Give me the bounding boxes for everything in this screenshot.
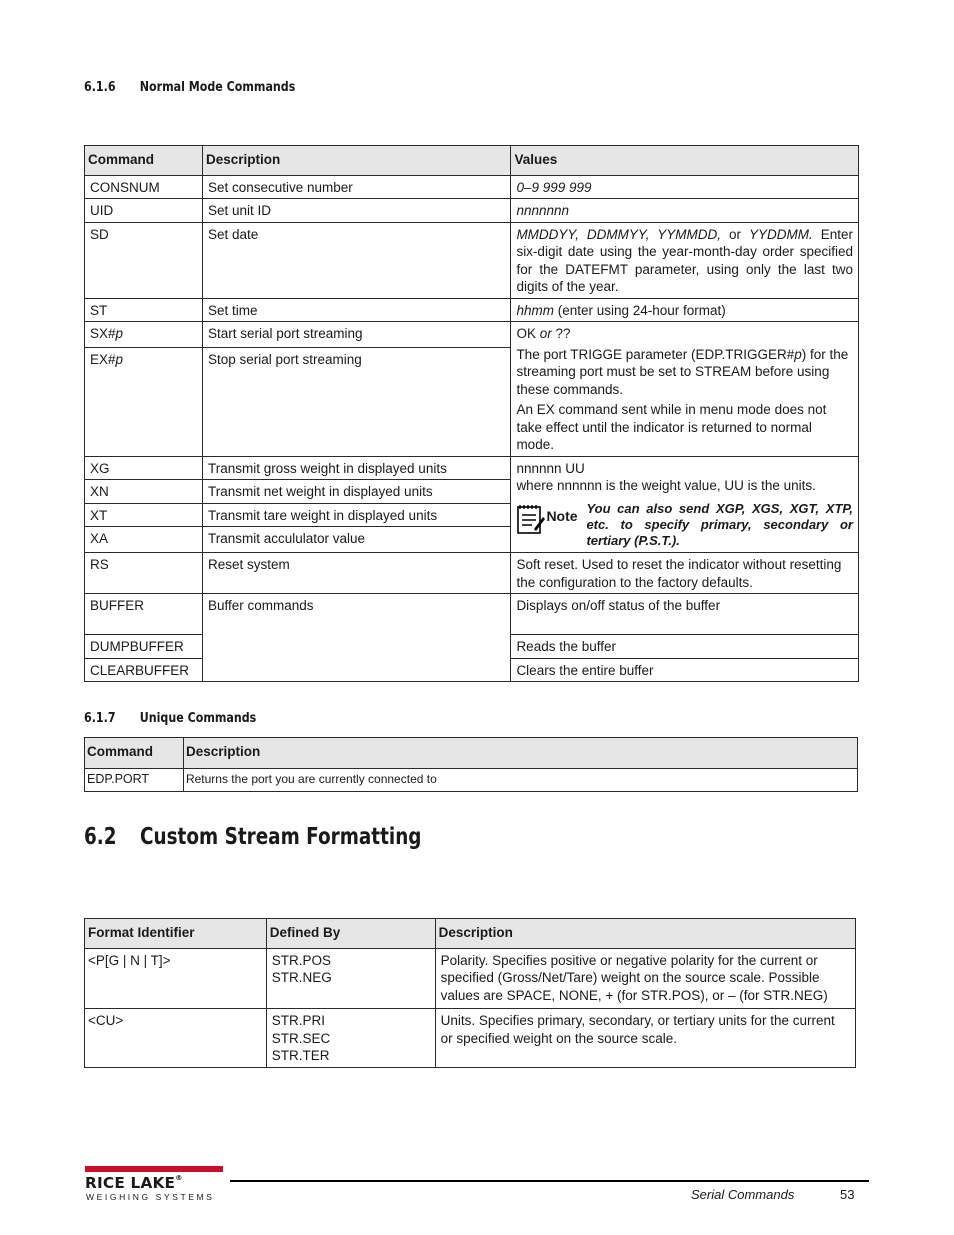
values-cell: 0–9 999 999	[511, 175, 859, 199]
description-cell: Set unit ID	[202, 199, 510, 223]
normal-mode-commands-table	[84, 145, 859, 682]
text-part: ) for the streaming port must be set to STREAM before using these commands.	[516, 346, 849, 397]
stream-response	[516, 325, 853, 343]
text-part: The port TRIGGE parameter (EDP.TRIGGER#	[516, 346, 795, 362]
command-cell: XT	[85, 503, 203, 527]
description-cell: Set date	[202, 222, 510, 298]
table-row	[85, 948, 856, 1009]
values-cell: nnnnnnn	[511, 199, 859, 223]
response-error: ??	[555, 326, 571, 341]
footer-section-name: Serial Commands	[691, 1187, 795, 1202]
command-cell: XG	[85, 456, 203, 480]
time-instructions: (enter using 24-hour format)	[557, 302, 726, 318]
section-number: 6.2	[84, 824, 117, 850]
logo-subtitle: WEIGHING SYSTEMS	[86, 1192, 215, 1202]
date-instructions: Enter six-digit date using the year-month-day order specified for the DATEFMT parameter, using only the last two digits of the year.	[516, 226, 853, 294]
command-cell: CLEARBUFFER	[85, 658, 203, 682]
column-header: Command	[85, 146, 203, 176]
time-format: hhmm	[516, 302, 554, 318]
column-header: Defined By	[266, 919, 435, 949]
command-cell: XN	[85, 480, 203, 504]
table-header-row	[85, 146, 859, 176]
logo-wordmark	[85, 1174, 183, 1192]
description-cell: Start serial port streaming	[202, 322, 510, 348]
parameter-name: STR.POS	[271, 952, 332, 968]
description-cell: Polarity. Specifies positive or negative polarity for the current or specified (Gross/Net/Tare) weight on the source scale. Possible values are SPACE, NONE, + (for STR.POS), or – (for STR.NEG)	[435, 948, 855, 1009]
command-param: p	[115, 326, 124, 341]
values-cell: Clears the entire buffer	[511, 658, 859, 682]
values-cell: Displays on/off status of the buffer	[511, 594, 859, 635]
table-row	[85, 322, 859, 348]
table-header-row	[85, 738, 858, 769]
command-cell	[85, 322, 203, 348]
table-row	[85, 298, 859, 322]
defined-by-cell	[266, 948, 435, 1009]
table-row	[85, 175, 859, 199]
text-param: p	[794, 346, 802, 362]
command-text: SX#	[90, 326, 116, 341]
description-cell: Transmit net weight in displayed units	[202, 480, 510, 504]
description-cell: Stop serial port streaming	[202, 347, 510, 456]
date-format-last: YYDDMM.	[748, 226, 813, 242]
description-cell: Returns the port you are currently connected to	[183, 768, 857, 792]
rice-lake-logo	[85, 1166, 223, 1202]
values-cell	[511, 456, 859, 553]
stream-format-table	[84, 918, 856, 1068]
table-row	[85, 222, 859, 298]
logo-text: RICE LAKE	[85, 1174, 176, 1192]
command-cell: SD	[85, 222, 203, 298]
column-header: Values	[511, 146, 859, 176]
values-cell: Soft reset. Used to reset the indicator without resetting the configuration to the factory defaults.	[511, 553, 859, 594]
description-cell: Transmit tare weight in displayed units	[202, 503, 510, 527]
table-row	[85, 768, 858, 792]
command-param: p	[115, 351, 124, 367]
table-row	[85, 456, 859, 480]
note-label: Note	[546, 507, 578, 524]
or-text: or	[728, 226, 741, 242]
or-text: or	[539, 326, 552, 341]
description-cell: Set consecutive number	[202, 175, 510, 199]
description-cell: Transmit accululator value	[202, 527, 510, 553]
column-header: Description	[435, 919, 855, 949]
section-heading-6-2	[84, 824, 421, 850]
column-header: Description	[183, 738, 857, 769]
menu-mode-note: An EX command sent while in menu mode does not take effect until the indicator is returned to normal mode.	[516, 402, 827, 452]
unique-commands-table	[84, 737, 858, 792]
section-heading-6-1-6	[84, 79, 295, 95]
date-formats: MMDDYY, DDMMYY, YYMMDD,	[516, 226, 721, 242]
table-row	[85, 553, 859, 594]
parameter-name: STR.SEC	[271, 1030, 331, 1046]
table-row	[85, 1009, 856, 1068]
description-cell: Buffer commands	[202, 594, 510, 682]
weight-format-explanation: where nnnnnn is the weight value, UU is the units.	[516, 478, 816, 493]
parameter-name: STR.NEG	[271, 970, 332, 985]
stream-trigger-note	[516, 346, 853, 399]
description-cell: Units. Specifies primary, secondary, or tertiary units for the current or specified weight on the source scale.	[435, 1009, 855, 1068]
note-icon	[516, 501, 586, 535]
values-cell	[511, 298, 859, 322]
parameter-name: STR.PRI	[271, 1013, 326, 1028]
format-identifier-cell: <CU>	[85, 1009, 267, 1068]
description-cell: Set time	[202, 298, 510, 322]
column-header: Command	[85, 738, 184, 769]
column-header: Format Identifier	[85, 919, 267, 949]
command-cell: RS	[85, 553, 203, 594]
command-cell: ST	[85, 298, 203, 322]
command-text: EX#	[90, 351, 116, 367]
command-cell: XA	[85, 527, 203, 553]
section-number: 6.1.6	[84, 79, 116, 95]
table-row	[85, 594, 859, 635]
section-title: Custom Stream Formatting	[140, 824, 422, 850]
logo-stripe	[85, 1166, 223, 1172]
table-row	[85, 199, 859, 223]
command-cell: DUMPBUFFER	[85, 635, 203, 659]
section-title: Normal Mode Commands	[139, 79, 296, 95]
values-cell	[511, 322, 859, 457]
command-cell	[85, 347, 203, 456]
values-cell	[511, 222, 859, 298]
page-number: 53	[840, 1187, 855, 1202]
description-cell: Reset system	[202, 553, 510, 594]
note-text: You can also send XGP, XGS, XGT, XTP, etc. to specify primary, secondary or tertiary (P.S.T.).	[586, 500, 853, 548]
table-header-row	[85, 919, 856, 949]
response-ok: OK	[516, 326, 536, 341]
weight-format: nnnnnn UU	[516, 460, 585, 476]
defined-by-cell	[266, 1009, 435, 1068]
section-heading-6-1-7	[84, 710, 256, 726]
command-cell: BUFFER	[85, 594, 203, 635]
column-header: Description	[202, 146, 510, 176]
command-cell: UID	[85, 199, 203, 223]
section-title: Unique Commands	[139, 710, 257, 726]
values-cell: Reads the buffer	[511, 635, 859, 659]
command-cell: CONSNUM	[85, 175, 203, 199]
registered-mark: ®	[175, 1174, 183, 1182]
description-cell: Transmit gross weight in displayed units	[202, 456, 510, 480]
format-identifier-cell: <P[G | N | T]>	[85, 948, 267, 1009]
note-box	[516, 501, 853, 549]
parameter-name: STR.TER	[271, 1048, 330, 1063]
footer-rule	[230, 1180, 869, 1182]
section-number: 6.1.7	[84, 710, 116, 726]
command-cell: EDP.PORT	[85, 768, 184, 792]
